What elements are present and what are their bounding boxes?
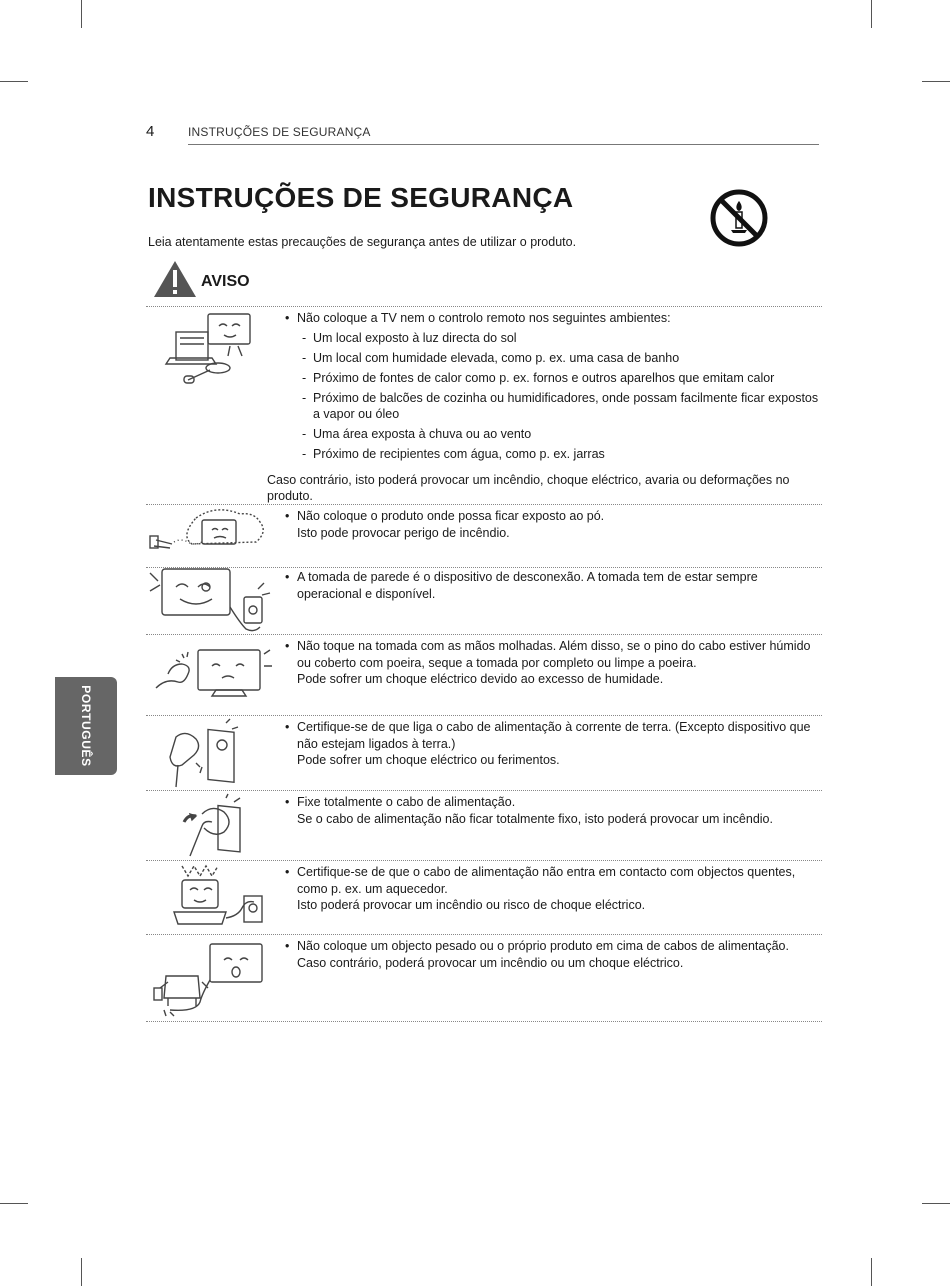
item-consequence: Isto pode provocar perigo de incêndio. <box>297 525 510 540</box>
row-divider <box>146 860 822 861</box>
safety-item <box>146 636 822 714</box>
crop-mark <box>0 1203 28 1204</box>
crop-mark <box>81 1258 82 1286</box>
crop-mark <box>0 81 28 82</box>
warning-heading <box>153 260 250 298</box>
item-bullet: • Não coloque a TV nem o controlo remoto nos seguintes ambientes: <box>282 310 822 327</box>
crop-mark <box>81 0 82 28</box>
item-consequence: Caso contrário, isto poderá provocar um incêndio, choque eléctrico, avaria ou deformações no produto. <box>267 472 790 503</box>
item-consequence: Caso contrário, poderá provocar um incêndio ou um choque eléctrico. <box>297 955 684 970</box>
list-item: - Próximo de fontes de calor como p. ex. fornos e outros aparelhos que emitam calor <box>282 370 822 387</box>
item-bullet: • Fixe totalmente o cabo de alimentação. <box>282 794 822 811</box>
list-item: - Uma área exposta à chuva ou ao vento <box>282 426 822 443</box>
wall-outlet-illustration-icon <box>146 567 274 634</box>
item-bullet: • Certifique-se de que o cabo de alimentação não entra em contacto com objectos quentes, como p. ex. um aquecedor. <box>282 864 822 897</box>
list-item: - Um local com humidade elevada, como p. ex. uma casa de banho <box>282 350 822 367</box>
warning-label: AVISO <box>201 273 250 290</box>
item-content <box>282 638 822 688</box>
item-content <box>282 938 822 971</box>
list-item: - Próximo de recipientes com água, como p. ex. jarras <box>282 446 822 463</box>
item-consequence: Pode sofrer um choque eléctrico devido ao excesso de humidade. <box>297 672 664 686</box>
language-tab <box>55 677 117 775</box>
row-divider <box>146 715 822 716</box>
item-content <box>282 569 822 602</box>
row-divider <box>146 634 822 635</box>
item-bullet: • Certifique-se de que liga o cabo de alimentação à corrente de terra. (Excepto dispositivo que não estejam ligados à terra.) <box>282 719 822 752</box>
secure-plug-illustration-icon <box>146 792 274 859</box>
crop-mark <box>922 81 950 82</box>
header-rule <box>188 144 819 145</box>
item-content <box>282 719 822 769</box>
item-bullet: • Não coloque o produto onde possa ficar exposto ao pó. <box>282 508 822 525</box>
list-item: - Um local exposto à luz directa do sol <box>282 330 822 347</box>
running-header: INSTRUÇÕES DE SEGURANÇA <box>188 125 371 139</box>
crop-mark <box>871 1258 872 1286</box>
item-consequence: Se o cabo de alimentação não ficar totalmente fixo, isto poderá provocar um incêndio. <box>297 811 773 826</box>
item-bullet: • Não coloque um objecto pesado ou o próprio produto em cima de cabos de alimentação. <box>282 938 822 955</box>
item-bullet: • Não toque na tomada com as mãos molhadas. Além disso, se o pino do cabo estiver húmido ou coberto com poeira, seque a tomada por completo ou limpe a poeira. <box>282 638 822 671</box>
safety-item <box>146 936 822 1020</box>
item-consequence: Isto poderá provocar um incêndio ou risco de choque eléctrico. <box>297 898 646 912</box>
row-divider <box>146 790 822 791</box>
page-title: INSTRUÇÕES DE SEGURANÇA <box>148 182 574 213</box>
safety-item <box>146 506 822 566</box>
item-content <box>267 310 822 505</box>
environment-list <box>282 330 822 463</box>
safety-item <box>146 567 822 634</box>
list-item: - Próximo de balcões de cozinha ou humidificadores, onde possam facilmente ficar expostos a vapor ou óleo <box>282 390 822 423</box>
safety-item <box>146 862 822 933</box>
safety-item <box>146 792 822 859</box>
row-divider <box>146 306 822 307</box>
safety-item <box>146 717 822 789</box>
item-consequence: Pode sofrer um choque eléctrico ou ferimentos. <box>297 753 560 767</box>
heater-illustration-icon <box>146 862 274 932</box>
crop-mark <box>922 1203 950 1204</box>
safety-item <box>146 308 822 503</box>
item-content <box>282 864 822 914</box>
no-open-flame-icon <box>709 188 769 248</box>
item-bullet: • A tomada de parede é o dispositivo de desconexão. A tomada tem de estar sempre operacional e disponível. <box>282 569 822 602</box>
row-divider <box>146 934 822 935</box>
row-divider <box>146 1021 822 1022</box>
wet-hands-illustration-icon <box>146 636 274 702</box>
item-content <box>282 794 822 827</box>
intro-text: Leia atentamente estas precauções de segurança antes de utilizar o produto. <box>148 235 577 249</box>
item-content <box>282 508 822 541</box>
page-number: 4 <box>146 123 155 140</box>
language-tab-label: PORTUGUÊS <box>79 685 93 767</box>
crop-mark <box>871 0 872 28</box>
warning-triangle-icon <box>153 260 197 298</box>
grounded-plug-illustration-icon <box>146 717 274 789</box>
dust-illustration-icon <box>146 506 274 566</box>
heavy-object-on-cable-illustration-icon <box>146 936 274 1020</box>
tv-environment-illustration-icon <box>146 308 274 388</box>
